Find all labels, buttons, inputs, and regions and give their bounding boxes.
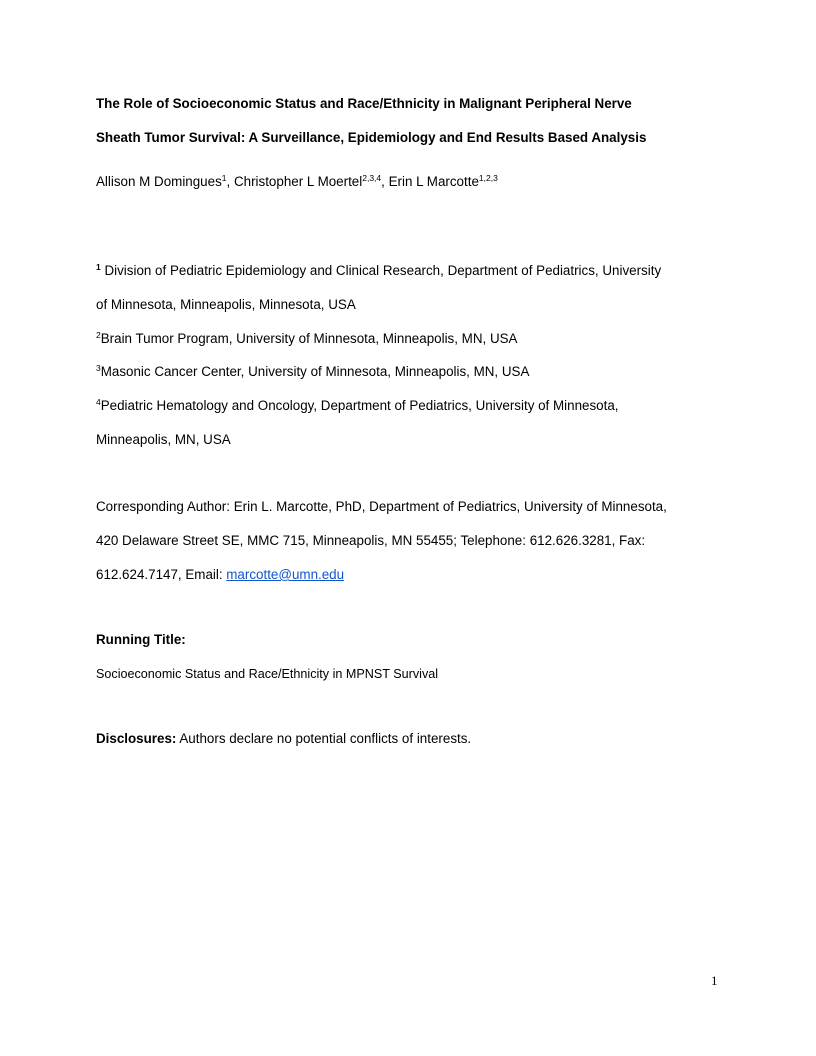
- corresponding-author-line-2: 420 Delaware Street SE, MMC 715, Minneapolis, MN 55455; Telephone: 612.626.3281, Fax:: [96, 533, 646, 548]
- email-link[interactable]: marcotte@umn.edu: [226, 567, 345, 582]
- affiliation-text: Pediatric Hematology and Oncology, Department of Pediatrics, University of Minnesota,: [100, 398, 619, 413]
- affiliation-number: 1: [96, 262, 101, 272]
- affiliation-number: 4: [96, 397, 101, 407]
- author-name: Erin L Marcotte: [388, 174, 479, 189]
- corresponding-author-line-3: [96, 567, 344, 583]
- author-separator: ,: [381, 174, 389, 189]
- corresponding-author-label: Corresponding Author:: [96, 499, 234, 514]
- affiliation-number: 2: [96, 330, 101, 340]
- affiliation-4-continued: Minneapolis, MN, USA: [96, 432, 231, 447]
- disclosures: [96, 731, 471, 747]
- affiliation-1-continued: of Minnesota, Minneapolis, Minnesota, USA: [96, 297, 356, 312]
- disclosures-text: Authors declare no potential conflicts of interests.: [176, 731, 472, 746]
- affiliation-text: Masonic Cancer Center, University of Minnesota, Minneapolis, MN, USA: [100, 364, 530, 379]
- author-name: Christopher L Moertel: [233, 174, 363, 189]
- running-title-text: Socioeconomic Status and Race/Ethnicity in MPNST Survival: [96, 667, 439, 681]
- author-affiliation-marker: 1: [221, 173, 227, 183]
- corresponding-author-line-1: [96, 499, 667, 515]
- affiliation-2: [96, 331, 517, 347]
- corresponding-author-details: Erin L. Marcotte, PhD, Department of Pediatrics, University of Minnesota,: [233, 499, 667, 514]
- author-separator: ,: [226, 174, 234, 189]
- title-line-1: The Role of Socioeconomic Status and Race/Ethnicity in Malignant Peripheral Nerve: [96, 96, 632, 111]
- affiliation-1: [96, 263, 661, 279]
- title-line-2: Sheath Tumor Survival: A Surveillance, Epidemiology and End Results Based Analysis: [96, 130, 647, 145]
- page-number: 1: [711, 973, 718, 988]
- affiliation-number: 3: [96, 363, 101, 373]
- contact-numbers: 612.624.7147, Email:: [96, 567, 227, 582]
- running-title-label: Running Title:: [96, 632, 186, 647]
- author-list: [96, 174, 498, 190]
- author-affiliation-marker: 1,2,3: [478, 173, 498, 183]
- author-name: Allison M Domingues: [96, 174, 222, 189]
- affiliation-4: [96, 398, 619, 414]
- affiliation-text: Brain Tumor Program, University of Minnesota, Minneapolis, MN, USA: [100, 331, 518, 346]
- author-affiliation-marker: 2,3,4: [362, 173, 382, 183]
- disclosures-label: Disclosures:: [96, 731, 177, 746]
- affiliation-3: [96, 364, 529, 380]
- affiliation-text: Division of Pediatric Epidemiology and Clinical Research, Department of Pediatrics, University: [100, 263, 662, 278]
